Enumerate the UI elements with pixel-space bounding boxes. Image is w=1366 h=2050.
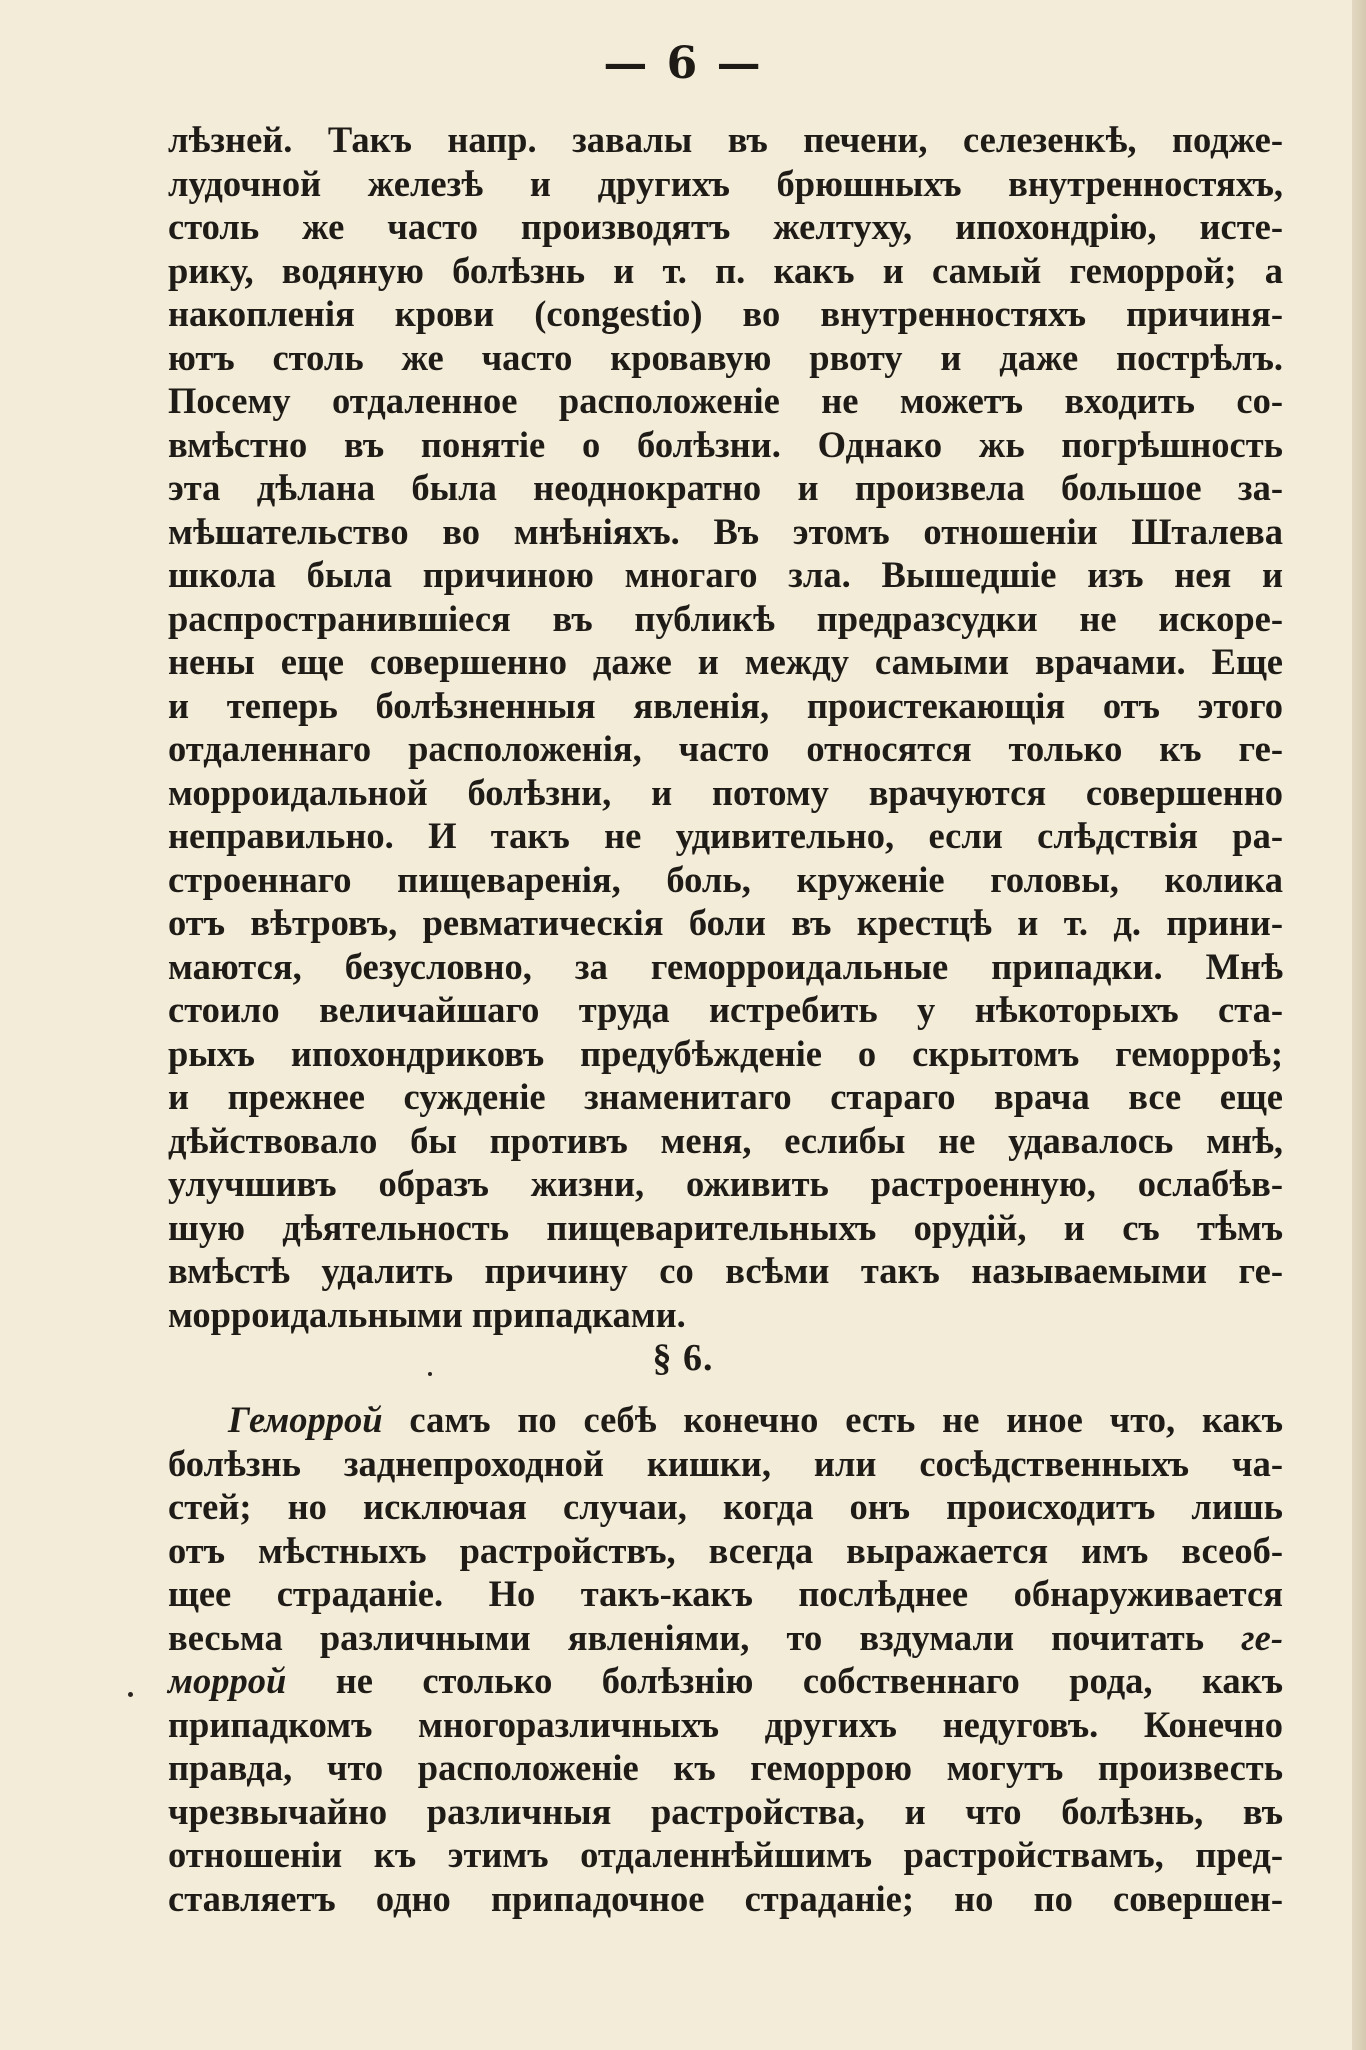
paragraph-2-line: чрезвычайно различныя растройства, и что болѣзнь, въ: [168, 1790, 1283, 1832]
paragraph-1-line: улучшивъ образъ жизни, оживить растроенную, ослабѣв-: [168, 1163, 1283, 1204]
paragraph-2-line: болѣзнь заднепроходной кишки, или сосѣдственныхъ ча-: [168, 1442, 1283, 1484]
paragraph-1-line: и теперь болѣзненныя явленія, проистекающія отъ этого: [168, 684, 1283, 726]
paragraph-1-line: рику, водяную болѣзнь и т. п. какъ и самый геморрой; а: [168, 249, 1283, 291]
paragraph-2: [168, 1398, 1283, 1920]
paragraph-2-line: правда, что расположеніе къ геморрою могутъ произвесть: [168, 1747, 1283, 1788]
italic-term: ге-: [1241, 1616, 1283, 1658]
paragraph-1-line: неправильно. И такъ не удивительно, если слѣдствія ра-: [168, 815, 1283, 856]
page-number: — 6 —: [603, 38, 763, 89]
paragraph-2-line: отъ мѣстныхъ растройствъ, всегда выражается имъ всеоб-: [168, 1529, 1283, 1571]
paragraph-2-line: ставляетъ одно припадочное страданіе; но по совершен-: [168, 1877, 1283, 1919]
paragraph-1-line: школа была причиною многаго зла. Вышедшіе изъ нея и: [168, 554, 1283, 595]
line-text: самъ по себѣ конечно есть не иное что, какъ: [382, 1399, 1283, 1440]
paragraph-1-line: дѣйствовало бы противъ меня, еслибы не удавалось мнѣ,: [168, 1119, 1283, 1161]
paragraph-1-line: морроидальной болѣзни, и потому врачуются совершенно: [168, 771, 1283, 813]
paragraph-1-line: лѣзней. Такъ напр. завалы въ печени, селезенкѣ, подже-: [168, 119, 1283, 160]
paragraph-1-line: накопленія крови (congestio) во внутренностяхъ причиня-: [168, 293, 1283, 334]
paragraph-1-line: отдаленнаго расположенія, часто относятся только къ ге-: [168, 728, 1283, 769]
paragraph-1-line: распространившіеся въ публикѣ предразсудки не искоре-: [168, 597, 1283, 639]
paragraph-2-line: [168, 1659, 1283, 1703]
paragraph-1-line: столь же часто производятъ желтуху, ипохондрію, исте-: [168, 206, 1283, 247]
line-text: весьма различными явленіями, то вздумали почитать: [168, 1616, 1242, 1658]
section-heading: § 6.: [652, 1337, 714, 1379]
italic-term: моррой: [168, 1660, 287, 1701]
paragraph-2-line: [168, 1398, 1283, 1442]
paragraph-1-line: и прежнее сужденіе знаменитаго стараго врача все еще: [168, 1076, 1283, 1117]
paragraph-1-line: строеннаго пищеваренія, боль, круженіе головы, колика: [168, 858, 1283, 900]
paragraph-1-line: шую дѣятельность пищеварительныхъ орудій, и съ тѣмъ: [168, 1206, 1283, 1248]
page-edge-shadow: [1352, 0, 1366, 2050]
italic-term: Геморрой: [228, 1399, 383, 1440]
paragraph-2-line: стей; но исключая случаи, когда онъ происходитъ лишь: [168, 1486, 1283, 1527]
paragraph-1: [168, 118, 1283, 1336]
paragraph-1-line: лудочной железѣ и другихъ брюшныхъ внутренностяхъ,: [168, 162, 1283, 204]
paragraph-1-line: ютъ столь же часто кровавую рвоту и даже пострѣлъ.: [168, 336, 1283, 378]
paragraph-2-line: щее страданіе. Но такъ-какъ послѣднее обнаруживается: [168, 1573, 1283, 1614]
paragraph-1-line: рыхъ ипохондриковъ предубѣжденіе о скрытомъ геморроѣ;: [168, 1032, 1283, 1074]
paragraph-1-line: морроидальными припадками.: [168, 1293, 686, 1335]
ink-speck: [428, 1372, 432, 1376]
paragraph-1-line: стоило величайшаго труда истребить у нѣкоторыхъ ста-: [168, 989, 1283, 1030]
paragraph-1-line: Посему отдаленное расположеніе не можетъ входить со-: [168, 380, 1283, 421]
paragraph-1-line: эта дѣлана была неоднократно и произвела большое за-: [168, 467, 1283, 508]
paragraph-1-line: вмѣстно въ понятіе о болѣзни. Однако жь погрѣшность: [168, 423, 1283, 465]
paragraph-1-line: отъ вѣтровъ, ревматическія боли въ крестцѣ и т. д. прини-: [168, 902, 1283, 943]
paragraph-2-line: отношеніи къ этимъ отдаленнѣйшимъ растройствамъ, пред-: [168, 1834, 1283, 1875]
ink-speck: [128, 1692, 133, 1697]
paragraph-2-line: припадкомъ многоразличныхъ другихъ недуговъ. Конечно: [168, 1703, 1283, 1745]
paragraph-1-line: нены еще совершенно даже и между самыми врачами. Еще: [168, 641, 1283, 682]
line-text: не столько болѣзнію собственнаго рода, какъ: [286, 1660, 1283, 1701]
paragraph-1-line: вмѣстѣ удалить причину со всѣми такъ называемыми ге-: [168, 1250, 1283, 1291]
paragraph-2-line: [168, 1616, 1283, 1660]
paragraph-1-line: маются, безусловно, за геморроидальные припадки. Мнѣ: [168, 945, 1283, 987]
paragraph-1-line: мѣшательство во мнѣніяхъ. Въ этомъ отношеніи Шталева: [168, 510, 1283, 552]
